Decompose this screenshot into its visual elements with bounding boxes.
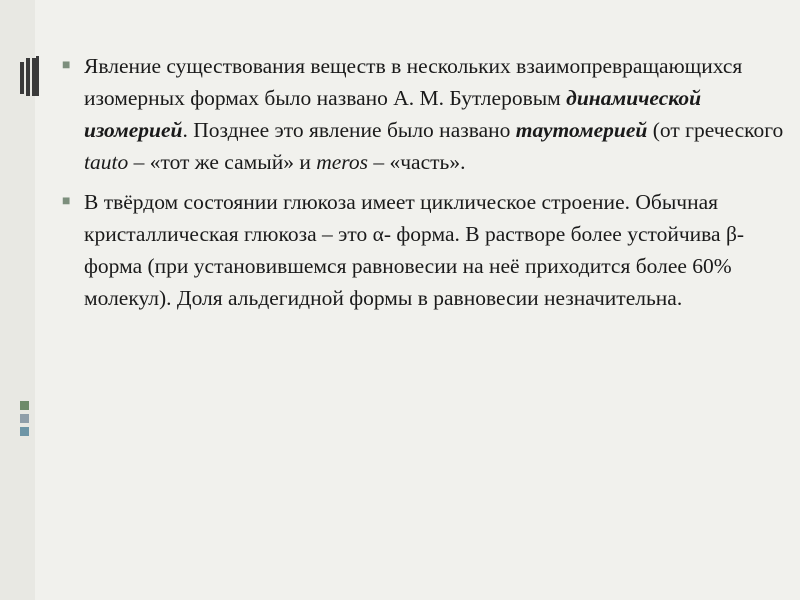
- decor-bar: [36, 56, 39, 96]
- word-meros: meros: [316, 150, 368, 174]
- text-run: – «часть».: [367, 150, 466, 174]
- text-run: (от греческого: [647, 118, 784, 142]
- slide-body: [64, 50, 784, 314]
- text-run: . Позднее это явление было названо: [182, 118, 516, 142]
- decor-bar: [26, 58, 30, 96]
- bullet-icon: ■: [62, 58, 71, 73]
- decor-square-blue: [20, 427, 29, 436]
- term-dynamic-isomerism: динамической изомерией: [84, 86, 702, 142]
- bullet-icon: ■: [62, 194, 71, 209]
- text-run: В твёрдом состоянии глюкоза имеет циклическое строение. Обычная кристаллическая глюкоза – это α- форма. В растворе более устойчива β-форма (при установившемся равновесии на неё приходится более 60% молекул). Доля альдегидной формы в равновесии незначительна.: [84, 190, 745, 310]
- decor-square-green: [20, 401, 29, 410]
- word-tauto: tauto: [84, 150, 129, 174]
- decor-bar: [20, 62, 24, 94]
- text-run: Явление существования веществ в нескольких взаимопревращающихся изомерных формах было названо А. М. Бутлеровым: [84, 54, 743, 110]
- bullet-item-tautomerism: [64, 50, 784, 178]
- text-run: – «тот же самый» и: [128, 150, 317, 174]
- decor-square-gray: [20, 414, 29, 423]
- bullet-item-glucose: [64, 186, 784, 314]
- term-tautomerism: таутомерией: [515, 118, 648, 142]
